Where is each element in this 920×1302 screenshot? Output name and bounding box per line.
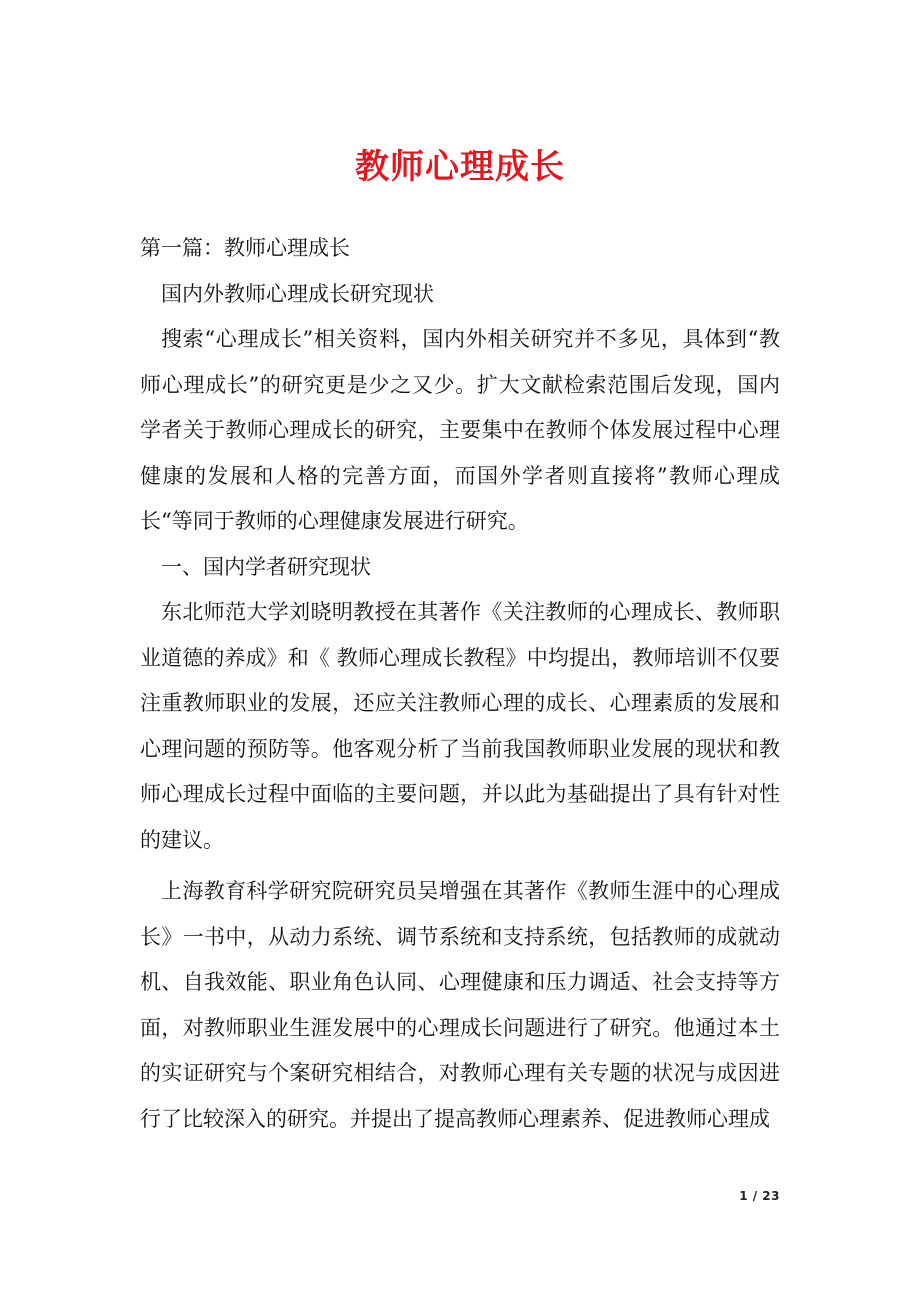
paragraph: 搜索“心理成长”相关资料，国内外相关研究并不多见，具体到“教师心理成长”的研究更是少之又少。扩大文献检索范围后发现，国内学者关于教师心理成长的研究，主要集中在教师个体发展过程中心理健康的发展和人格的完善方面，而国外学者则直接将”教师心理成长“等同于教师的心理健康发展进行研究。	[140, 327, 780, 533]
document-title: 教师心理成长	[355, 147, 565, 187]
page-number: 1 / 23	[739, 1189, 780, 1203]
paragraph: 东北师范大学刘晓明教授在其著作《关注教师的心理成长、教师职业道德的养成》和《 教师心理成长教程》中均提出，教师培训不仅要注重教师职业的发展，还应关注教师心理的成长、心理素质的发展和心理问题的预防等。他客观分析了当前我国教师职业发展的现状和教师心理成长过程中面临的主要问题，并以此为基础提出了具有针对性的建议。	[140, 600, 780, 852]
section-heading: 第一篇：教师心理成长	[140, 236, 350, 260]
document-body	[140, 226, 780, 1142]
domestic-research-heading: 一、国内学者研究现状	[161, 554, 371, 579]
subheading: 国内外教师心理成长研究现状	[161, 281, 434, 306]
paragraph: 上海教育科学研究院研究员吴增强在其著作《教师生涯中的心理成长》一书中，从动力系统、调节系统和支持系统，包括教师的成就动机、自我效能、职业角色认同、心理健康和压力调适、社会支持等方面，对教师职业生涯发展中的心理成长问题进行了研究。他通过本土的实证研究与个案研究相结合，对教师心理有关专题的状况与成因进行了比较深入的研究。并提出了提高教师心理素养、促进教师心理成	[140, 879, 780, 1131]
